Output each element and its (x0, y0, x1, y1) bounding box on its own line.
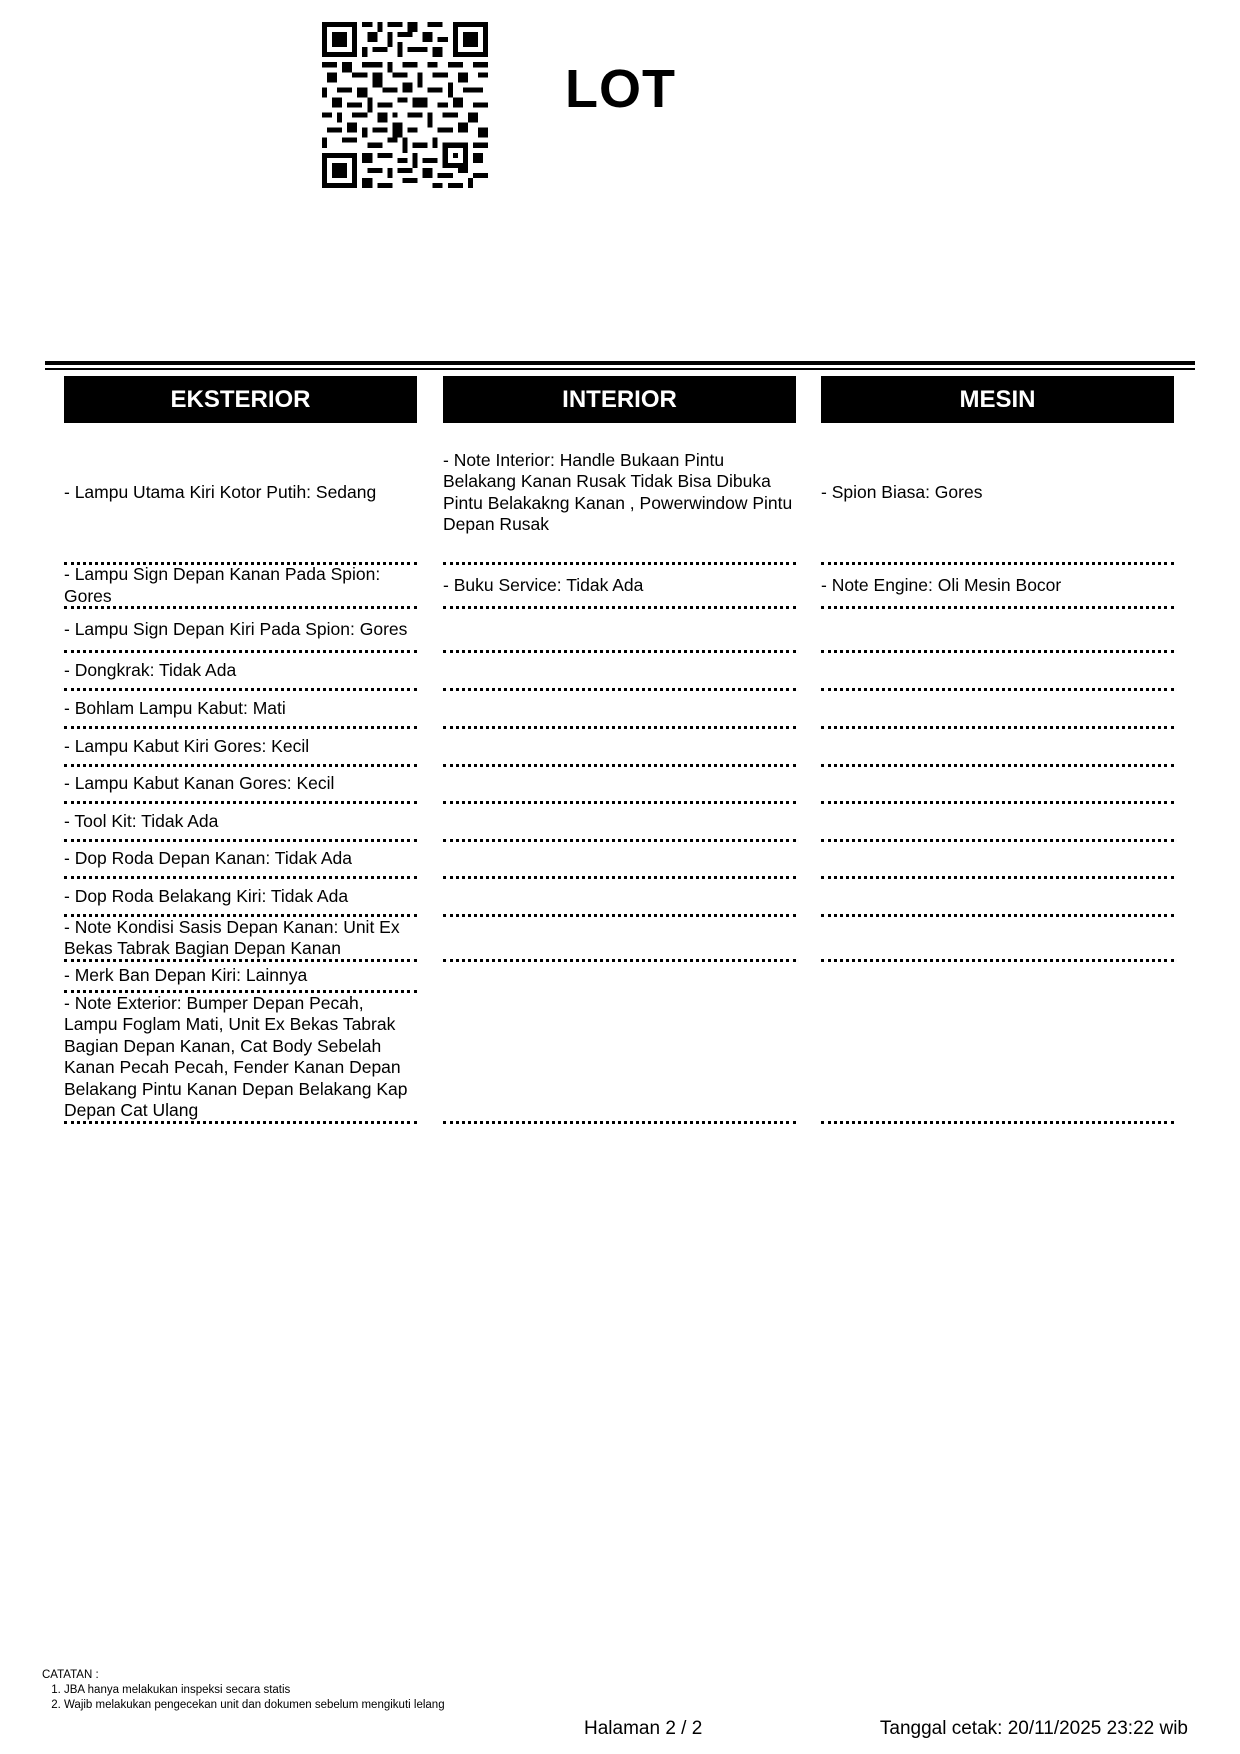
list-item: - Dop Roda Belakang Kiri: Tidak Ada (64, 879, 417, 917)
list-item (443, 609, 796, 653)
column-header-mesin: MESIN (821, 376, 1174, 423)
list-item: - Spion Biasa: Gores (821, 423, 1174, 565)
list-item (821, 962, 1174, 1124)
list-item: - Lampu Utama Kiri Kotor Putih: Sedang (64, 423, 417, 565)
list-item: - Dop Roda Depan Kanan: Tidak Ada (64, 842, 417, 879)
list-item: - Dongkrak: Tidak Ada (64, 653, 417, 691)
note-item: 1. JBA hanya melakukan inspeksi secara statis (64, 1683, 445, 1698)
qr-code (322, 22, 488, 188)
list-item (443, 729, 796, 767)
page-number: Halaman 2 / 2 (584, 1718, 703, 1739)
list-item: - Note Exterior: Bumper Depan Pecah, Lampu Foglam Mati, Unit Ex Bekas Tabrak Bagian Depan Kanan, Cat Body Sebelah Kanan Pecah Pecah, Fender Kanan Depan Belakang Pintu Kanan Depan Belakang Kap Depan Cat Ulang (64, 993, 417, 1124)
list-item: - Note Engine: Oli Mesin Bocor (821, 565, 1174, 609)
list-item (821, 729, 1174, 767)
list-item: - Lampu Sign Depan Kiri Pada Spion: Gores (64, 609, 417, 653)
column-header-interior: INTERIOR (443, 376, 796, 423)
list-item: - Note Interior: Handle Bukaan Pintu Belakang Kanan Rusak Tidak Bisa Dibuka Pintu Belakakng Kanan , Powerwindow Pintu Depan Rusak (443, 423, 796, 565)
list-item (821, 879, 1174, 917)
notes-title: CATATAN : (42, 1669, 99, 1681)
footer-notes (42, 1668, 445, 1713)
notes-list (42, 1683, 445, 1713)
list-item (821, 691, 1174, 729)
list-item (443, 767, 796, 804)
note-item: 2. Wajib melakukan pengecekan unit dan dokumen sebelum mengikuti lelang (64, 1698, 445, 1713)
list-item (821, 804, 1174, 842)
header-divider-thin (45, 368, 1195, 370)
list-item (443, 804, 796, 842)
column-interior (443, 376, 796, 1124)
list-item (443, 653, 796, 691)
header-divider-thick (45, 361, 1195, 365)
list-item (443, 691, 796, 729)
list-item (443, 962, 796, 1124)
list-item (443, 879, 796, 917)
column-header-eksterior: EKSTERIOR (64, 376, 417, 423)
list-item (821, 917, 1174, 962)
list-item (821, 767, 1174, 804)
list-item: - Note Kondisi Sasis Depan Kanan: Unit Ex Bekas Tabrak Bagian Depan Kanan (64, 917, 417, 962)
list-item (821, 653, 1174, 691)
print-date: Tanggal cetak: 20/11/2025 23:22 wib (879, 1718, 1188, 1739)
list-item: - Merk Ban Depan Kiri: Lainnya (64, 962, 417, 993)
list-item: - Lampu Kabut Kiri Gores: Kecil (64, 729, 417, 767)
column-mesin (821, 376, 1174, 1124)
list-item: - Tool Kit: Tidak Ada (64, 804, 417, 842)
list-item (821, 842, 1174, 879)
list-item (443, 842, 796, 879)
list-item: - Lampu Sign Depan Kanan Pada Spion: Gores (64, 565, 417, 609)
list-item (821, 609, 1174, 653)
list-item: - Lampu Kabut Kanan Gores: Kecil (64, 767, 417, 804)
list-item: - Buku Service: Tidak Ada (443, 565, 796, 609)
lot-title: LOT (565, 59, 676, 119)
column-eksterior (64, 376, 417, 1124)
list-item: - Bohlam Lampu Kabut: Mati (64, 691, 417, 729)
list-item (443, 917, 796, 962)
